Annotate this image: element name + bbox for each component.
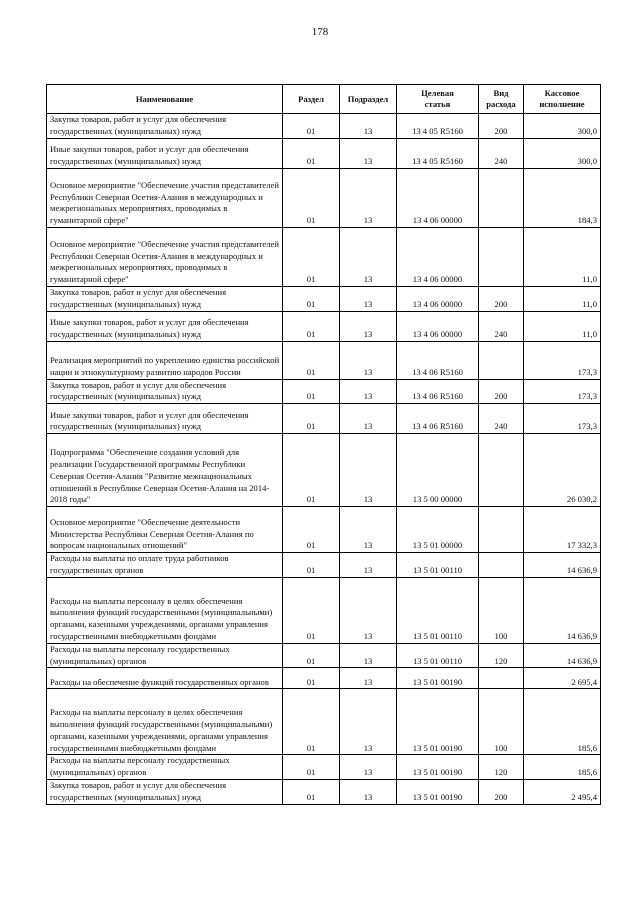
row-subsection-cell: 13	[340, 311, 397, 341]
row-expense-type-cell: 200	[479, 779, 524, 804]
row-amount-cell: 2 495,4	[524, 779, 601, 804]
table-row	[47, 577, 601, 643]
row-expense-type-cell	[479, 434, 524, 507]
row-section-cell: 01	[283, 379, 340, 404]
row-section-cell: 01	[283, 114, 340, 139]
row-article-cell: 13 4 06 00000	[397, 311, 479, 341]
row-article-cell: 13 5 01 00190	[397, 668, 479, 689]
row-expense-type-cell: 120	[479, 643, 524, 668]
row-subsection-cell: 13	[340, 643, 397, 668]
row-article-cell: 13 4 06 00000	[397, 169, 479, 228]
row-expense-type-cell: 100	[479, 689, 524, 755]
table-row	[47, 779, 601, 804]
row-name-cell: Реализация мероприятий по укреплению единства российской нации и этнокультурному развитию народов России	[47, 341, 283, 379]
row-article-cell: 13 4 06 R5160	[397, 404, 479, 434]
row-expense-type-cell: 200	[479, 287, 524, 312]
row-subsection-cell: 13	[340, 755, 397, 780]
row-name-cell: Расходы на обеспечение функций государственных органов	[47, 668, 283, 689]
row-name-cell: Закупка товаров, работ и услуг для обеспечения государственных (муниципальных) нужд	[47, 114, 283, 139]
row-section-cell: 01	[283, 643, 340, 668]
row-amount-cell: 11,0	[524, 287, 601, 312]
expenditure-table	[46, 84, 601, 805]
row-section-cell: 01	[283, 779, 340, 804]
table-row	[47, 379, 601, 404]
row-expense-type-cell: 240	[479, 404, 524, 434]
table-row	[47, 287, 601, 312]
row-name-cell: Иные закупки товаров, работ и услуг для обеспечения государственных (муниципальных) нужд	[47, 404, 283, 434]
row-amount-cell: 11,0	[524, 311, 601, 341]
row-section-cell: 01	[283, 689, 340, 755]
row-subsection-cell: 13	[340, 434, 397, 507]
table-header-row	[47, 85, 601, 114]
row-section-cell: 01	[283, 668, 340, 689]
row-name-cell: Основное мероприятие "Обеспечение деятельности Министерства Республики Северная Осетия-Алания по вопросам национальных отношений"	[47, 507, 283, 553]
row-article-cell: 13 5 01 00110	[397, 643, 479, 668]
row-amount-cell: 11,0	[524, 228, 601, 287]
row-subsection-cell: 13	[340, 404, 397, 434]
row-article-cell: 13 5 01 00190	[397, 689, 479, 755]
row-subsection-cell: 13	[340, 577, 397, 643]
row-expense-type-cell	[479, 169, 524, 228]
row-section-cell: 01	[283, 341, 340, 379]
row-article-cell: 13 4 05 R5160	[397, 139, 479, 169]
row-subsection-cell: 13	[340, 379, 397, 404]
table-row	[47, 311, 601, 341]
row-expense-type-cell: 120	[479, 755, 524, 780]
header-cash-execution	[524, 85, 601, 114]
row-amount-cell: 300,0	[524, 114, 601, 139]
row-article-cell: 13 5 01 00110	[397, 553, 479, 578]
table-row	[47, 507, 601, 553]
row-expense-type-cell: 100	[479, 577, 524, 643]
row-name-cell: Расходы на выплаты персоналу государственных (муниципальных) органов	[47, 643, 283, 668]
row-article-cell: 13 4 06 00000	[397, 287, 479, 312]
row-amount-cell: 184,3	[524, 169, 601, 228]
row-subsection-cell: 13	[340, 287, 397, 312]
row-expense-type-cell	[479, 228, 524, 287]
table-row	[47, 114, 601, 139]
row-article-cell: 13 4 06 R5160	[397, 341, 479, 379]
row-amount-cell: 14 636,9	[524, 577, 601, 643]
row-article-cell: 13 4 06 00000	[397, 228, 479, 287]
row-subsection-cell: 13	[340, 779, 397, 804]
row-subsection-cell: 13	[340, 139, 397, 169]
row-article-cell: 13 4 05 R5160	[397, 114, 479, 139]
row-expense-type-cell: 200	[479, 114, 524, 139]
table-row	[47, 228, 601, 287]
row-name-cell: Закупка товаров, работ и услуг для обеспечения государственных (муниципальных) нужд	[47, 779, 283, 804]
table-row	[47, 553, 601, 578]
row-amount-cell: 26 030,2	[524, 434, 601, 507]
row-section-cell: 01	[283, 311, 340, 341]
row-section-cell: 01	[283, 755, 340, 780]
row-article-cell: 13 5 01 00110	[397, 577, 479, 643]
header-subsection: Подраздел	[340, 85, 397, 114]
row-article-cell: 13 4 06 R5160	[397, 379, 479, 404]
row-article-cell: 13 5 01 00190	[397, 755, 479, 780]
row-amount-cell: 173,3	[524, 404, 601, 434]
row-section-cell: 01	[283, 404, 340, 434]
row-name-cell: Расходы на выплаты по оплате труда работников государственных органов	[47, 553, 283, 578]
row-amount-cell: 17 332,3	[524, 507, 601, 553]
row-expense-type-cell	[479, 553, 524, 578]
row-amount-cell: 14 636,9	[524, 553, 601, 578]
row-expense-type-cell	[479, 668, 524, 689]
row-article-cell: 13 5 01 00190	[397, 779, 479, 804]
row-subsection-cell: 13	[340, 169, 397, 228]
row-amount-cell: 173,3	[524, 341, 601, 379]
header-section: Раздел	[283, 85, 340, 114]
row-name-cell: Иные закупки товаров, работ и услуг для обеспечения государственных (муниципальных) нужд	[47, 139, 283, 169]
header-target-article-line1: Целевая	[421, 88, 454, 98]
row-name-cell: Закупка товаров, работ и услуг для обеспечения государственных (муниципальных) нужд	[47, 287, 283, 312]
page-number: 178	[311, 26, 329, 38]
header-cash-execution-line1: Кассовое	[544, 88, 580, 98]
table-row	[47, 341, 601, 379]
row-subsection-cell: 13	[340, 228, 397, 287]
table-row	[47, 668, 601, 689]
row-subsection-cell: 13	[340, 689, 397, 755]
row-subsection-cell: 13	[340, 553, 397, 578]
row-section-cell: 01	[283, 228, 340, 287]
table-row	[47, 404, 601, 434]
row-expense-type-cell	[479, 341, 524, 379]
header-expense-type	[479, 85, 524, 114]
row-expense-type-cell: 240	[479, 139, 524, 169]
row-name-cell: Расходы на выплаты персоналу в целях обеспечения выполнения функций государственными (муниципальными) органами, казенными учреждениями, органами управления государственными внебюджетными фондами	[47, 689, 283, 755]
row-subsection-cell: 13	[340, 114, 397, 139]
row-section-cell: 01	[283, 577, 340, 643]
header-expense-type-line1: Вид	[493, 88, 509, 98]
row-name-cell: Подпрограмма "Обеспечение создания условий для реализации Государственной программы Республики Северная Осетия-Алания "Развитие межнациональных отношений в Республике Северная Осетия-Алания на 2014-2018 годы"	[47, 434, 283, 507]
row-article-cell: 13 5 00 00000	[397, 434, 479, 507]
header-cash-execution-line2: исполнение	[539, 99, 585, 109]
table-row	[47, 139, 601, 169]
row-section-cell: 01	[283, 139, 340, 169]
row-expense-type-cell	[479, 507, 524, 553]
row-section-cell: 01	[283, 287, 340, 312]
row-subsection-cell: 13	[340, 507, 397, 553]
header-target-article-line2: статья	[424, 99, 451, 109]
table-row	[47, 434, 601, 507]
row-name-cell: Основное мероприятие "Обеспечение участия представителей Республики Северная Осетия-Алания в международных и межрегиональных мероприятиях, проводимых в гуманитарной сфере"	[47, 228, 283, 287]
header-expense-type-line2: расхода	[486, 99, 516, 109]
row-subsection-cell: 13	[340, 341, 397, 379]
row-amount-cell: 14 636,9	[524, 643, 601, 668]
row-name-cell: Иные закупки товаров, работ и услуг для обеспечения государственных (муниципальных) нужд	[47, 311, 283, 341]
row-amount-cell: 300,0	[524, 139, 601, 169]
row-section-cell: 01	[283, 169, 340, 228]
row-name-cell: Закупка товаров, работ и услуг для обеспечения государственных (муниципальных) нужд	[47, 379, 283, 404]
table-row	[47, 755, 601, 780]
row-expense-type-cell: 240	[479, 311, 524, 341]
row-name-cell: Расходы на выплаты персоналу в целях обеспечения выполнения функций государственными (муниципальными) органами, казенными учреждениями, органами управления государственными внебюджетными фондами	[47, 577, 283, 643]
row-amount-cell: 2 695,4	[524, 668, 601, 689]
row-expense-type-cell: 200	[479, 379, 524, 404]
table-row	[47, 169, 601, 228]
row-amount-cell: 185,6	[524, 689, 601, 755]
row-name-cell: Расходы на выплаты персоналу государственных (муниципальных) органов	[47, 755, 283, 780]
row-name-cell: Основное мероприятие "Обеспечение участия представителей Республики Северная Осетия-Алания в международных и межрегиональных мероприятиях, проводимых в гуманитарной сфере"	[47, 169, 283, 228]
row-section-cell: 01	[283, 553, 340, 578]
table-body	[47, 114, 601, 805]
table-row	[47, 689, 601, 755]
row-amount-cell: 173,3	[524, 379, 601, 404]
row-section-cell: 01	[283, 507, 340, 553]
row-section-cell: 01	[283, 434, 340, 507]
table-row	[47, 643, 601, 668]
row-subsection-cell: 13	[340, 668, 397, 689]
header-name: Наименование	[47, 85, 283, 114]
row-amount-cell: 185,6	[524, 755, 601, 780]
header-target-article	[397, 85, 479, 114]
row-article-cell: 13 5 01 00000	[397, 507, 479, 553]
